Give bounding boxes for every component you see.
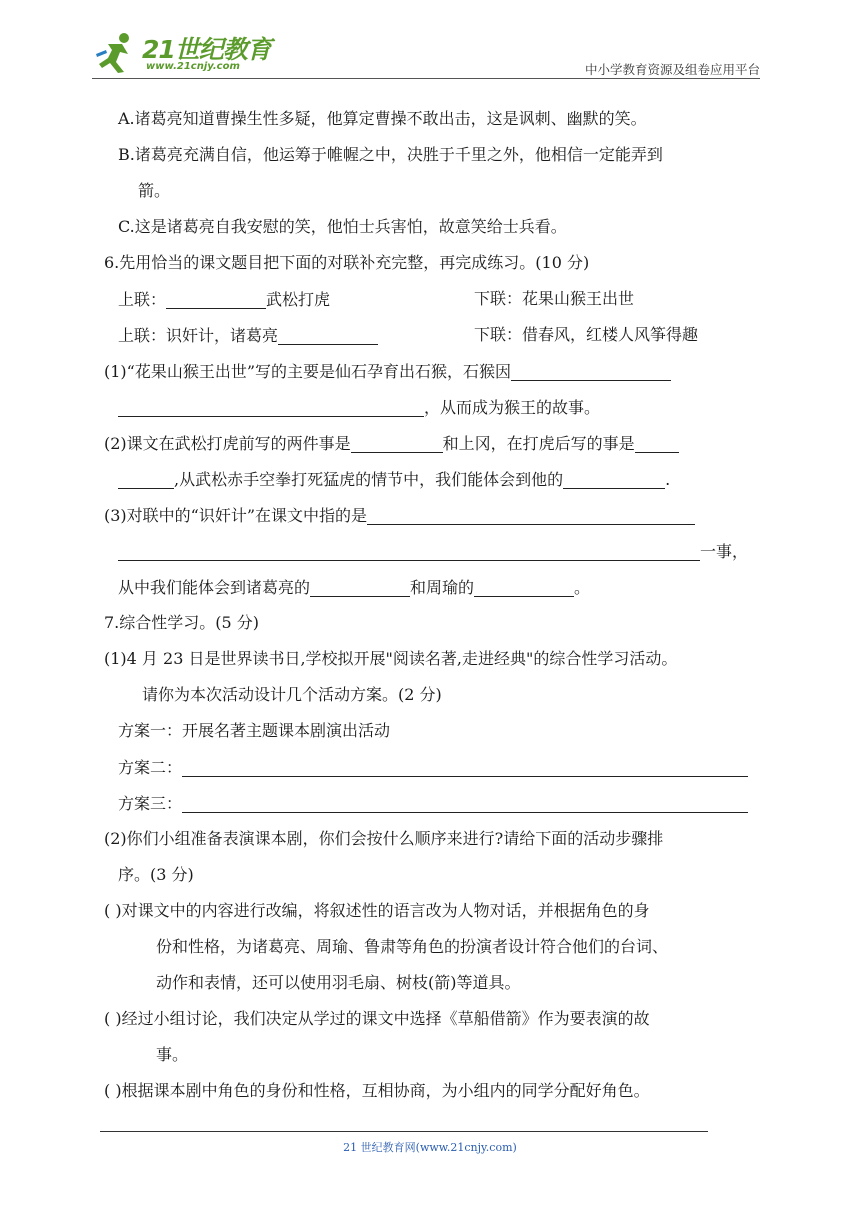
q6-part3-blank-d[interactable]	[474, 574, 574, 597]
couplet1-lower: 下联：花果山猴王出世	[474, 289, 635, 308]
q6-part1-line2	[118, 394, 600, 418]
runner-logo-icon	[94, 32, 138, 74]
header-divider	[92, 78, 760, 79]
q6-part2-text-c: ,从武松赤手空拳打死猛虎的情节中，我们能体会到他的	[174, 470, 564, 489]
q7-title: 7.综合性学习。(5 分)	[104, 613, 260, 632]
q6-part3-line1	[104, 502, 695, 526]
q5-option-a: A.诸葛亮知道曹操生性多疑，他算定曹操不敢出击，这是讽刺、幽默的笑。	[118, 109, 647, 128]
step-one-line1: ( )对课文中的内容进行改编，将叙述性的语言改为人物对话，并根据角色的身	[104, 901, 650, 920]
footer-divider	[100, 1131, 708, 1132]
couplet1-upper-label: 上联：	[118, 290, 167, 309]
q6-part3-blank-c[interactable]	[310, 574, 410, 597]
q6-part2-blank-a[interactable]	[351, 430, 443, 453]
q6-part3-line2	[118, 538, 748, 562]
q6-part3-blank-a[interactable]	[367, 502, 695, 525]
step-one-line2: 份和性格，为诸葛亮、周瑜、鲁肃等角色的扮演者设计符合他们的台词、	[156, 937, 669, 956]
plan-one: 方案一：开展名著主题课本剧演出活动	[118, 721, 391, 740]
couplet1-upper	[118, 286, 330, 310]
q6-part3-text: (3)对联中的“识奸计”在课文中指的是	[104, 506, 368, 525]
q7-part2-line2: 序。(3 分)	[118, 865, 194, 884]
q5-option-b: B.诸葛亮充满自信，他运筹于帷幄之中，决胜于千里之外，他相信一定能弄到	[118, 145, 663, 164]
couplet2-upper	[118, 322, 378, 346]
couplet2-blank[interactable]	[278, 322, 378, 345]
logo-text: 21世纪教育	[142, 35, 271, 64]
q6-part2-blank-c[interactable]	[118, 466, 174, 489]
q5-option-c: C.这是诸葛亮自我安慰的笑，他怕士兵害怕，故意笑给士兵看。	[118, 217, 567, 236]
step-three: ( )根据课本剧中角色的身份和性格，互相协商，为小组内的同学分配好角色。	[104, 1081, 650, 1100]
q6-part3-line3	[118, 574, 590, 598]
q6-part3-text-d: 和周瑜的	[410, 578, 475, 597]
q5-option-b-cont: 箭。	[138, 181, 171, 200]
q6-part2-text-b: 和上冈，在打虎后写的事是	[442, 434, 635, 453]
q6-part1-blank-a[interactable]	[511, 358, 671, 381]
couplet2-lower: 下联：借春风，红楼人风筝得趣	[474, 325, 699, 344]
logo-url: www.21cnjy.com	[146, 61, 240, 72]
q6-part2-period: .	[665, 470, 671, 489]
q6-part1-line1	[104, 358, 671, 382]
plan-three-blank[interactable]	[182, 790, 748, 813]
couplet1-upper-text: 武松打虎	[266, 290, 331, 309]
q7-part2-line1: (2)你们小组准备表演课本剧，你们会按什么顺序来进行?请给下面的活动步骤排	[104, 829, 664, 848]
q6-part2-text: (2)课文在武松打虎前写的两件事是	[104, 434, 351, 453]
plan-two	[118, 754, 748, 778]
q7-part1-line1: (1)4 月 23 日是世界读书日,学校拟开展"阅读名著,走进经典"的综合性学习活动。	[104, 649, 678, 668]
q6-part3-period: 。	[574, 578, 591, 597]
couplet1-blank[interactable]	[166, 286, 266, 309]
logo	[92, 30, 272, 78]
q6-part1-text-end: ，从而成为猴王的故事。	[424, 398, 601, 417]
q6-part3-blank-b[interactable]	[118, 538, 700, 561]
q7-part1-line2: 请你为本次活动设计几个活动方案。(2 分)	[142, 685, 442, 704]
plan-two-label: 方案二：	[118, 758, 183, 777]
q6-part1-blank-b[interactable]	[118, 394, 424, 417]
q6-part2-blank-d[interactable]	[563, 466, 665, 489]
step-one-line3: 动作和表情，还可以使用羽毛扇、树枝(箭)等道具。	[156, 973, 521, 992]
q6-part1-text: (1)“花果山猴王出世”写的主要是仙石孕育出石猴，石猴因	[104, 362, 512, 381]
q6-part2-blank-b[interactable]	[635, 430, 679, 453]
q6-part2-line2	[118, 466, 670, 490]
q6-part3-text-b: 一事，	[700, 542, 749, 561]
page-header	[92, 30, 760, 80]
footer-text: 21 世纪教育网(www.21cnjy.com)	[343, 1141, 517, 1154]
couplet2-upper-text: 上联：识奸计，诸葛亮	[118, 326, 279, 345]
step-two-line1: ( )经过小组讨论，我们决定从学过的课文中选择《草船借箭》作为要表演的故	[104, 1009, 650, 1028]
plan-three	[118, 790, 748, 814]
q6-title: 6.先用恰当的课文题目把下面的对联补充完整，再完成练习。(10 分)	[104, 253, 590, 272]
q6-part3-text-c: 从中我们能体会到诸葛亮的	[118, 578, 311, 597]
platform-name: 中小学教育资源及组卷应用平台	[584, 62, 760, 77]
step-two-line2: 事。	[156, 1045, 189, 1064]
plan-two-blank[interactable]	[182, 754, 748, 777]
q6-part2-line1	[104, 430, 679, 454]
plan-three-label: 方案三：	[118, 794, 183, 813]
